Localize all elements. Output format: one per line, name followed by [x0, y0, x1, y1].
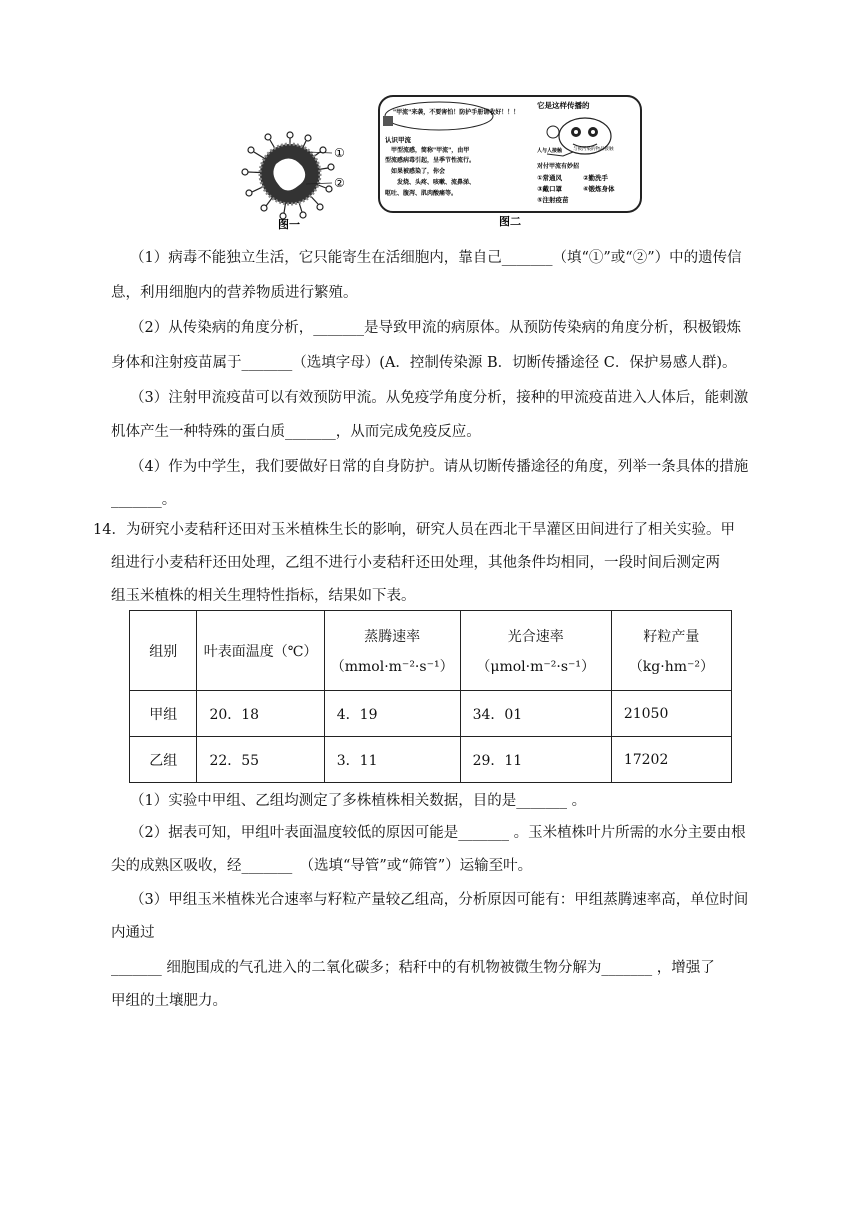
header-cell: 光合速率 （μmol·m⁻²·s⁻¹）	[460, 611, 611, 691]
q14-part3-line1: （3）甲组玉米植株光合速率与籽粒产量较乙组高，分析原因可能有：甲组蒸腾速率高，单位时间	[130, 892, 749, 908]
virus-diagram	[236, 126, 354, 230]
table-cell: 17202	[611, 737, 731, 783]
header-cell: 叶表面温度（℃）	[197, 611, 324, 691]
q14-intro-line2: 组进行小麦秸秆还田处理，乙组不进行小麦秸秆还田处理，其他条件均相同，一段时间后测定两	[111, 555, 720, 571]
poster-body-1: 甲型流感，简称"甲流"，由甲	[391, 147, 470, 154]
tip-2: ②勤洗手	[583, 174, 609, 182]
q14-part3-line3: _______ 细胞围成的气孔进入的二氧化碳多；秸秆中的有机物被微生物分解为_______ ，增强了	[111, 960, 715, 976]
q14-part3-line2: 内通过	[111, 925, 155, 941]
header-cell: 籽粒产量 （kg·hm⁻²）	[611, 611, 731, 691]
marker-2: ②	[334, 176, 345, 190]
q14-part2-line2: 尖的成熟区吸收，经_______ （选填“导管”或“筛管”）运输至叶。	[111, 858, 533, 874]
header-cell: 组别	[130, 611, 197, 691]
results-table	[129, 610, 732, 783]
poster-body-4: 发烧、头疼、咳嗽、流鼻涕、	[397, 179, 476, 186]
q14-part1: （1）实验中甲组、乙组均测定了多株植株相关数据，目的是_______ 。	[130, 793, 587, 809]
q13-part3-line2: 机体产生一种特殊的蛋白质_______，从而完成免疫反应。	[111, 424, 481, 440]
table-cell: 甲组	[130, 691, 197, 737]
table-row	[130, 737, 732, 783]
q13-part3-line1: （3）注射甲流疫苗可以有效预防甲流。从免疫学角度分析，接种的甲流疫苗进入人体后，能刺激	[130, 390, 749, 406]
virus-doodle	[383, 116, 393, 126]
poster-title: 它是这样传播的	[537, 101, 590, 110]
tip-4: ④锻炼身体	[583, 185, 615, 193]
header-cell: 蒸腾速率 （mmol·m⁻²·s⁻¹）	[324, 611, 460, 691]
q14-intro-line3: 组玉米植株的相关生理特性指标，结果如下表。	[111, 588, 416, 604]
tip-5: ⑤注射疫苗	[537, 196, 569, 204]
marker-1: ①	[334, 146, 345, 160]
table-cell: 29．11	[460, 737, 611, 783]
q13-part4-line1: （4）作为中学生，我们要做好日常的自身防护。请从切断传播途径的角度，列举一条具体的措施	[130, 459, 749, 475]
table-cell: 34．01	[460, 691, 611, 737]
table-cell: 4．19	[324, 691, 460, 737]
q13-part1-line1: （1）病毒不能独立生活，它只能寄生在活细胞内，靠自己_______（填“①”或“②”）中的遗传信	[130, 250, 742, 266]
flu-prevention-poster	[377, 94, 643, 230]
spread-person: 人与人接触	[537, 148, 563, 154]
table-row	[130, 691, 732, 737]
table-cell: 22．55	[197, 737, 324, 783]
poster-body-3: 如果被感染了，你会	[391, 168, 446, 175]
bubble-text: "甲流"来袭，不要害怕！防护手册请收好！！！	[393, 109, 520, 116]
fig2-caption: 图二	[499, 215, 521, 228]
speech-bubble	[385, 102, 493, 130]
table-cell: 21050	[611, 691, 731, 737]
poster-body-5: 呕吐、腹泻、肌肉酸痛等。	[385, 190, 458, 197]
tips-title: 对付甲流有妙招	[537, 163, 580, 170]
table-cell: 3．11	[324, 737, 460, 783]
q13-part4-line2: _______。	[111, 492, 177, 508]
tip-1: ①常通风	[537, 174, 563, 182]
q13-part2-line1: （2）从传染病的角度分析，_______是导致甲流的病原体。从预防传染病的角度分析，积极锻炼	[130, 320, 741, 336]
q13-part1-line2: 息，利用细胞内的营养物质进行繁殖。	[111, 285, 358, 301]
table-header-row	[130, 611, 732, 691]
fig1-caption: 图一	[278, 218, 300, 230]
poster-body-2: 型流感病毒引起，呈季节性流行。	[385, 157, 476, 164]
spread-objects: 与被污染的物品接触	[573, 147, 614, 152]
tip-3: ③戴口罩	[537, 185, 563, 193]
q14-part2-line1: （2）据表可知，甲组叶表面温度较低的原因可能是_______ 。玉米植株叶片所需的水分主要由根	[130, 825, 746, 841]
q14-intro-line1: 14．为研究小麦秸秆还田对玉米植株生长的影响，研究人员在西北干旱灌区田间进行了相关实验。甲	[93, 522, 735, 538]
q13-part2-line2: 身体和注射疫苗属于_______（选填字母）(A．控制传染源 B．切断传播途径 C．保护易感人群)。	[111, 355, 737, 371]
poster-heading: 认识甲流	[385, 136, 411, 144]
q14-part3-line4: 甲组的土壤肥力。	[111, 993, 227, 1009]
table-cell: 乙组	[130, 737, 197, 783]
table-cell: 20．18	[197, 691, 324, 737]
